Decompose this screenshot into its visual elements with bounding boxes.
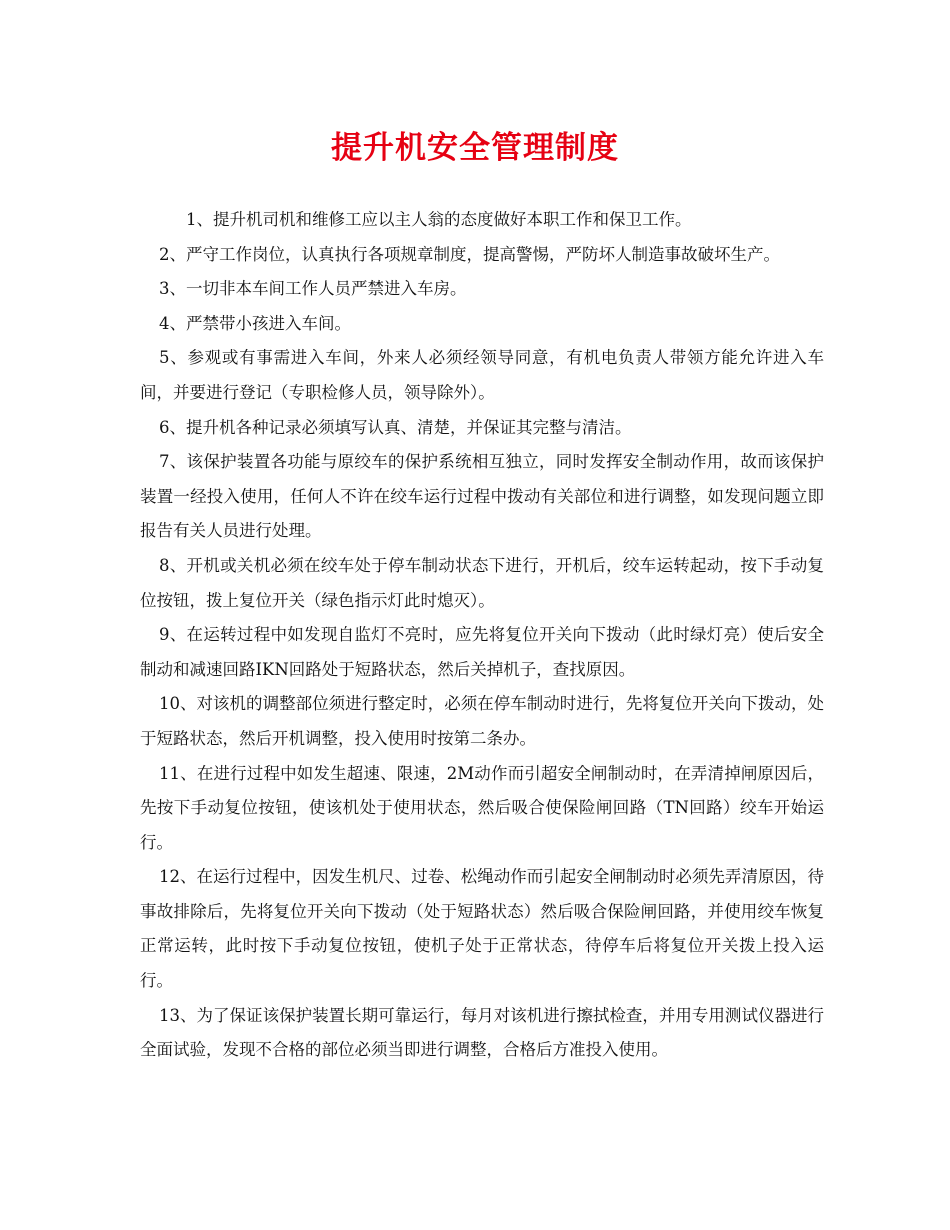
rule-paragraph-2: 2、严守工作岗位，认真执行各项规章制度，提高警惕，严防坏人制造事故破坏生产。 bbox=[159, 244, 780, 264]
rule-paragraph-12: 12、在运行过程中，因发生机尺、过卷、松绳动作而引起安全闸制动时必须先弄清原因，待事故排除后，先将复位开关向下拨动（处于短路状态）然后吸合保险闸回路，并使用绞车恢复正常运转，此时按下手动复位按钮，使机子处于正常状态，待停车后将复位开关拨上投入运行。 bbox=[140, 867, 824, 991]
document-body bbox=[140, 203, 824, 1068]
rule-paragraph-4: 4、严禁带小孩进入车间。 bbox=[159, 313, 351, 333]
rule-paragraph-10: 10、对该机的调整部位须进行整定时，必须在停车制动时进行，先将复位开关向下拨动，处于短路状态，然后开机调整，投入使用时按第二条办。 bbox=[140, 694, 824, 748]
rule-paragraph-1: 1、提升机司机和维修工应以主人翁的态度做好本职工作和保卫工作。 bbox=[186, 210, 692, 229]
rule-paragraph-5: 5、参观或有事需进入车间，外来人必须经领导同意，有机电负责人带领方能允许进入车间，并要进行登记（专职检修人员，领导除外）。 bbox=[140, 348, 824, 402]
rule-paragraph-3: 3、一切非本车间工作人员严禁进入车房。 bbox=[159, 279, 467, 299]
rule-paragraph-6: 6、提升机各种记录必须填写认真、清楚，并保证其完整与清洁。 bbox=[159, 417, 632, 437]
rule-paragraph-8: 8、开机或关机必须在绞车处于停车制动状态下进行，开机后，绞车运转起动，按下手动复位按钮，拨上复位开关（绿色指示灯此时熄灭）。 bbox=[140, 555, 824, 610]
page-title: 提升机安全管理制度 bbox=[331, 130, 619, 166]
rule-paragraph-13: 13、为了保证该保护装置长期可靠运行，每月对该机进行擦拭检查，并用专用测试仪器进行全面试验，发现不合格的部位必须当即进行调整，合格后方准投入使用。 bbox=[140, 1005, 824, 1060]
rule-paragraph-7: 7、该保护装置各功能与原绞车的保护系统相互独立，同时发挥安全制动作用，故而该保护装置一经投入使用，任何人不许在绞车运行过程中拨动有关部位和进行调整，如发现问题立即报告有关人员进行处理。 bbox=[140, 452, 824, 541]
rule-paragraph-11: 11、在进行过程中如发生超速、限速，2M动作而引超安全闸制动时，在弄清掉闸原因后，先按下手动复位按钮，使该机处于使用状态，然后吸合使保险闸回路（TN回路）绞车开始运行。 bbox=[140, 763, 824, 852]
rule-paragraph-9: 9、在运转过程中如发现自监灯不亮时，应先将复位开关向下拨动（此时绿灯亮）使后安全制动和减速回路IKN回路处于短路状态，然后关掉机子，查找原因。 bbox=[140, 625, 824, 679]
